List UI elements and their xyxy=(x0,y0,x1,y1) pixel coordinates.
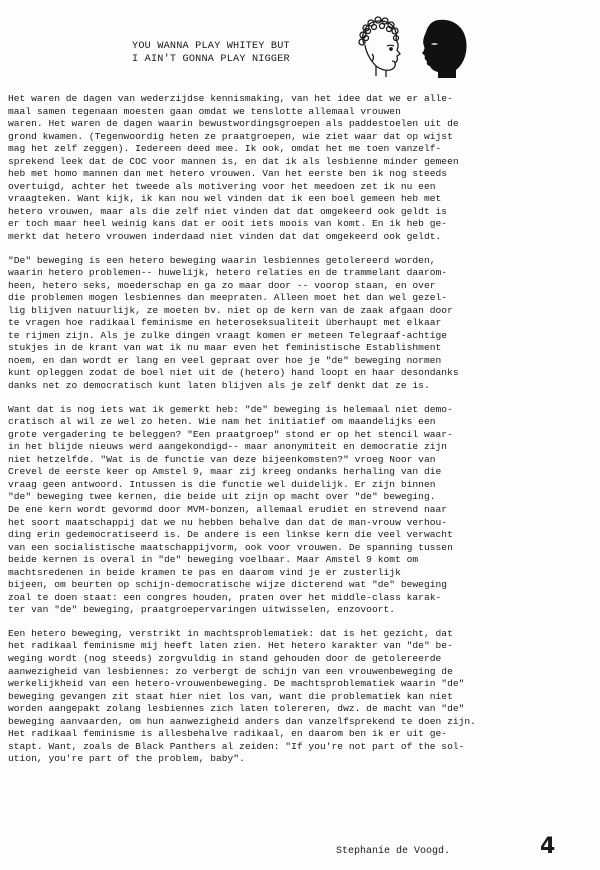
text-line: waarin hetero problemen-- huwelijk, hetero relaties en de trammelant daarom- xyxy=(8,267,448,279)
text-line: vraagteken. Want kijk, ik kan nou wel vinden dat ik een boel gemeen heb met xyxy=(8,193,442,205)
text-line: te vragen hoe radikaal feminisme en heteroseksualiteit überhaupt met elkaar xyxy=(8,317,442,329)
text-line: bijeen, om beurten op schijn-democratische wijze dicterend wat "de" beweging xyxy=(8,579,448,591)
text-line: heen, hetero seks, moederschap en ga zo maar door -- voorop staan, en over xyxy=(8,279,436,291)
title-line-2: I AIN'T GONNA PLAY NIGGER xyxy=(132,54,290,65)
text-line: overtuigd, achter het tweede als motivering voor het meedoen zet ik nu een xyxy=(8,180,436,192)
text-line: weging wordt (nog steeds) zorgvuldig in stand gehouden door de getolereerde xyxy=(8,652,442,664)
page-number: 4 xyxy=(540,834,556,859)
text-line: Het radikaal feminisme is allesbehalve radikaal, en daarom ben ik er uit ge- xyxy=(8,728,448,740)
right-face-icon xyxy=(422,20,467,78)
text-line: er toch maar heel weinig kans dat er ooit iets moois van komt. En ik heb ge- xyxy=(8,218,448,230)
text-line: grote vergadering te beleggen? "Een praatgroep" stond er op het stencil waar- xyxy=(8,428,453,440)
text-line: maal samen tegenaan moesten gaan omdat we tenslotte allemaal vrouwen xyxy=(8,105,401,117)
text-line: ter van "de" beweging, praatgroepervaringen uitwisselen, enzovoort. xyxy=(8,604,396,616)
text-line: beide kernen is overal in "de" beweging voelbaar. Maar Amstel 9 komt om xyxy=(8,554,419,566)
text-line: zoal te doen staat: een congres houden, praten over het middle-class karak- xyxy=(8,591,442,603)
text-line: kunt opleggen zodat de boel niet uit de (hetero) hand loopt en haar desondanks xyxy=(8,367,459,379)
text-line: ution, you're part of the problem, baby". xyxy=(8,753,245,765)
text-line: cratisch al wil ze wel zo heten. Wie nam het initiatief om maandelijks een xyxy=(8,416,436,428)
text-line: lig blijven natuurlijk, ze moeten bv. niet op de kern van de zaak afgaan door xyxy=(8,304,453,316)
text-line: waren. Het waren de dagen waarin bewustwordingsgroepen als paddestoelen uit de xyxy=(8,118,459,130)
text-line: grond kwamen. (Tegenwoordig heten ze praatgroepen, wie ziet waar dat op wijst xyxy=(8,130,453,142)
text-line: machtsredenen in beide kramen te pas en daarom vind je er zusterlijk xyxy=(8,566,401,578)
text-line: in het blijde nieuws werd aangekondigd-- maar anonymiteit en democratie zijn xyxy=(8,441,448,453)
text-line: stukjes in de krant van wat ik nu maar even het feministische Establishment xyxy=(8,342,442,354)
text-line: aanwezigheid van lesbiennes: zo verbergt de schijn van een vrouwenbeweging de xyxy=(8,665,453,677)
text-line: niet hetzelfde. "Wat is de functie van deze bijeenkomsten?" vroeg Noor van xyxy=(8,453,436,465)
paragraph-2 xyxy=(8,255,592,393)
text-line: die problemen mogen lesbiennes dan meepraten. Alleen moet het dan wel gezel- xyxy=(8,292,448,304)
author-signature: Stephanie de Voogd. xyxy=(336,846,451,857)
text-line: werkelijkheid van een hetero-vrouwenbeweging. De machtsproblematiek waarin "de" xyxy=(8,678,465,690)
article-body xyxy=(8,93,592,777)
two-faces-illustration-icon xyxy=(352,14,468,80)
paragraph-4 xyxy=(8,628,592,766)
left-face-icon xyxy=(359,17,400,77)
title-line-1: YOU WANNA PLAY WHITEY BUT xyxy=(132,41,290,52)
text-line: sprekend leek dat de COC voor mannen is, en dat ik als lesbienne minder gemeen xyxy=(8,155,459,167)
text-line: het radikaal feminisme mij heeft laten zien. Het hetero karakter van "de" be- xyxy=(8,640,453,652)
text-line: Want dat is nog iets wat ik gemerkt heb: "de" beweging is helemaal niet demo- xyxy=(8,403,453,415)
text-line: "de" beweging twee kernen, die beide uit zijn op macht over "de" beweging. xyxy=(8,491,436,503)
text-line: ding erin gedemocratiseerd is. De andere is een linkse kern die veel verwacht xyxy=(8,529,453,541)
text-line: het soort maatschappij dat we nu hebben behalve dan dat de man-vrouw verhou- xyxy=(8,516,448,528)
paragraph-3 xyxy=(8,404,592,617)
text-line: beweging gevangen zit staat hier niet los van, want die problematiek kan niet xyxy=(8,690,453,702)
text-line: danks net zo democratisch kunt laten blijven als je zelf denkt dat ze is. xyxy=(8,380,430,392)
text-line: worden aangepakt zolang lesbiennes zich laten tolereren, dwz. de macht van "de" xyxy=(8,703,465,715)
text-line: "De" beweging is een hetero beweging waarin lesbiennes getolereerd worden, xyxy=(8,254,436,266)
text-line: Crevel de eerste keer op Amstel 9, maar zij kreeg ondanks herhaling van die xyxy=(8,466,442,478)
text-line: hetero vrouwen, maar als die zelf niet vinden dat dat omgekeerd ook geldt is xyxy=(8,205,448,217)
text-line: beweging aanvaarden, om hun aanwezigheid anders dan vanzelfsprekend te doen zijn. xyxy=(8,715,476,727)
text-line: heb met homo mannen dan met hetero vrouwen. Van het eerste ben ik nog steeds xyxy=(8,168,448,180)
article-title xyxy=(132,40,290,66)
text-line: te rijmen zijn. Als je zulke dingen vraagt komen er meteen Telegraaf-achtige xyxy=(8,329,448,341)
text-line: van een socialistische maatschappijvorm, ook voor vrouwen. De spanning tussen xyxy=(8,541,453,553)
text-line: stapt. Want, zoals de Black Panthers al zeiden: "If you're not part of the sol- xyxy=(8,740,465,752)
text-line: mag het zelf zeggen). Iedereen deed mee. Ik ook, omdat het me toen vanzelf- xyxy=(8,143,442,155)
text-line: vraag geen antwoord. Intussen is die functie wel duidelijk. Er zijn binnen xyxy=(8,478,436,490)
text-line: De ene kern wordt gevormd door MVM-bonzen, allemaal erudiet en strevend naar xyxy=(8,503,448,515)
paragraph-1 xyxy=(8,93,592,244)
text-line: Het waren de dagen van wederzijdse kennismaking, van het idee dat we er alle- xyxy=(8,93,453,104)
text-line: merkt dat hetero vrouwen inderdaad niet vinden dat dat omgekeerd ook geldt. xyxy=(8,231,442,243)
text-line: Een hetero beweging, verstrikt in machtsproblematiek: dat is het gezicht, dat xyxy=(8,627,453,639)
text-line: noem, en dan wordt er lang en veel gepraat over hoe je "de" beweging normen xyxy=(8,354,442,366)
